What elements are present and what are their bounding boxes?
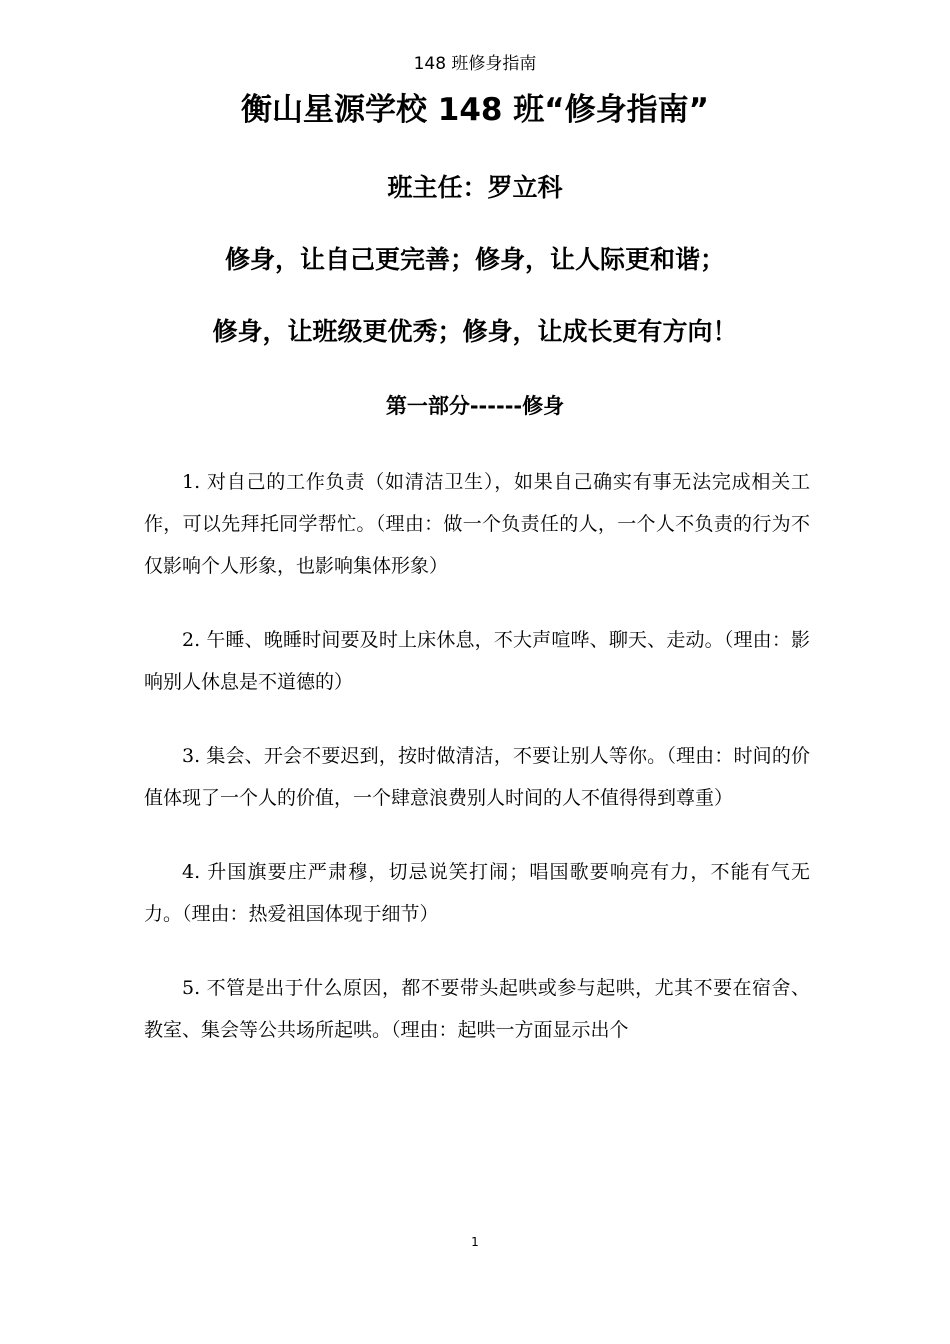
running-header: 148 班修身指南 — [413, 54, 537, 74]
rule-item: 3. 集会、开会不要迟到，按时做清洁，不要让别人等你。（理由：时间的价值体现了一个人的价值，一个肆意浪费别人时间的人不值得得到尊重） — [144, 745, 810, 809]
rules-list — [144, 461, 810, 1083]
rule-item: 1. 对自己的工作负责（如清洁卫生），如果自己确实有事无法完成相关工作，可以先拜托同学帮忙。（理由：做一个负责任的人，一个人不负责的行为不仅影响个人形象，也影响集体形象） — [144, 471, 810, 577]
section-heading: 第一部分------修身 — [385, 394, 565, 418]
class-teacher-line: 班主任：罗立科 — [387, 173, 563, 202]
rule-item: 2. 午睡、晚睡时间要及时上床休息，不大声喧哗、聊天、走动。（理由：影响别人休息是不道德的） — [144, 629, 810, 693]
rule-item: 5. 不管是出于什么原因，都不要带头起哄或参与起哄，尤其不要在宿舍、教室、集会等公共场所起哄。（理由：起哄一方面显示出个 — [144, 977, 810, 1041]
motto-line-2: 修身，让班级更优秀；修身，让成长更有方向！ — [212, 317, 738, 346]
page-number: 1 — [471, 1235, 479, 1249]
rule-item: 4. 升国旗要庄严肃穆，切忌说笑打闹；唱国歌要响亮有力，不能有气无力。（理由：热爱祖国体现于细节） — [144, 861, 810, 925]
document-title: 衡山星源学校 148 班“修身指南” — [240, 92, 710, 128]
motto-line-1: 修身，让自己更完善；修身，让人际更和谐； — [224, 245, 725, 274]
